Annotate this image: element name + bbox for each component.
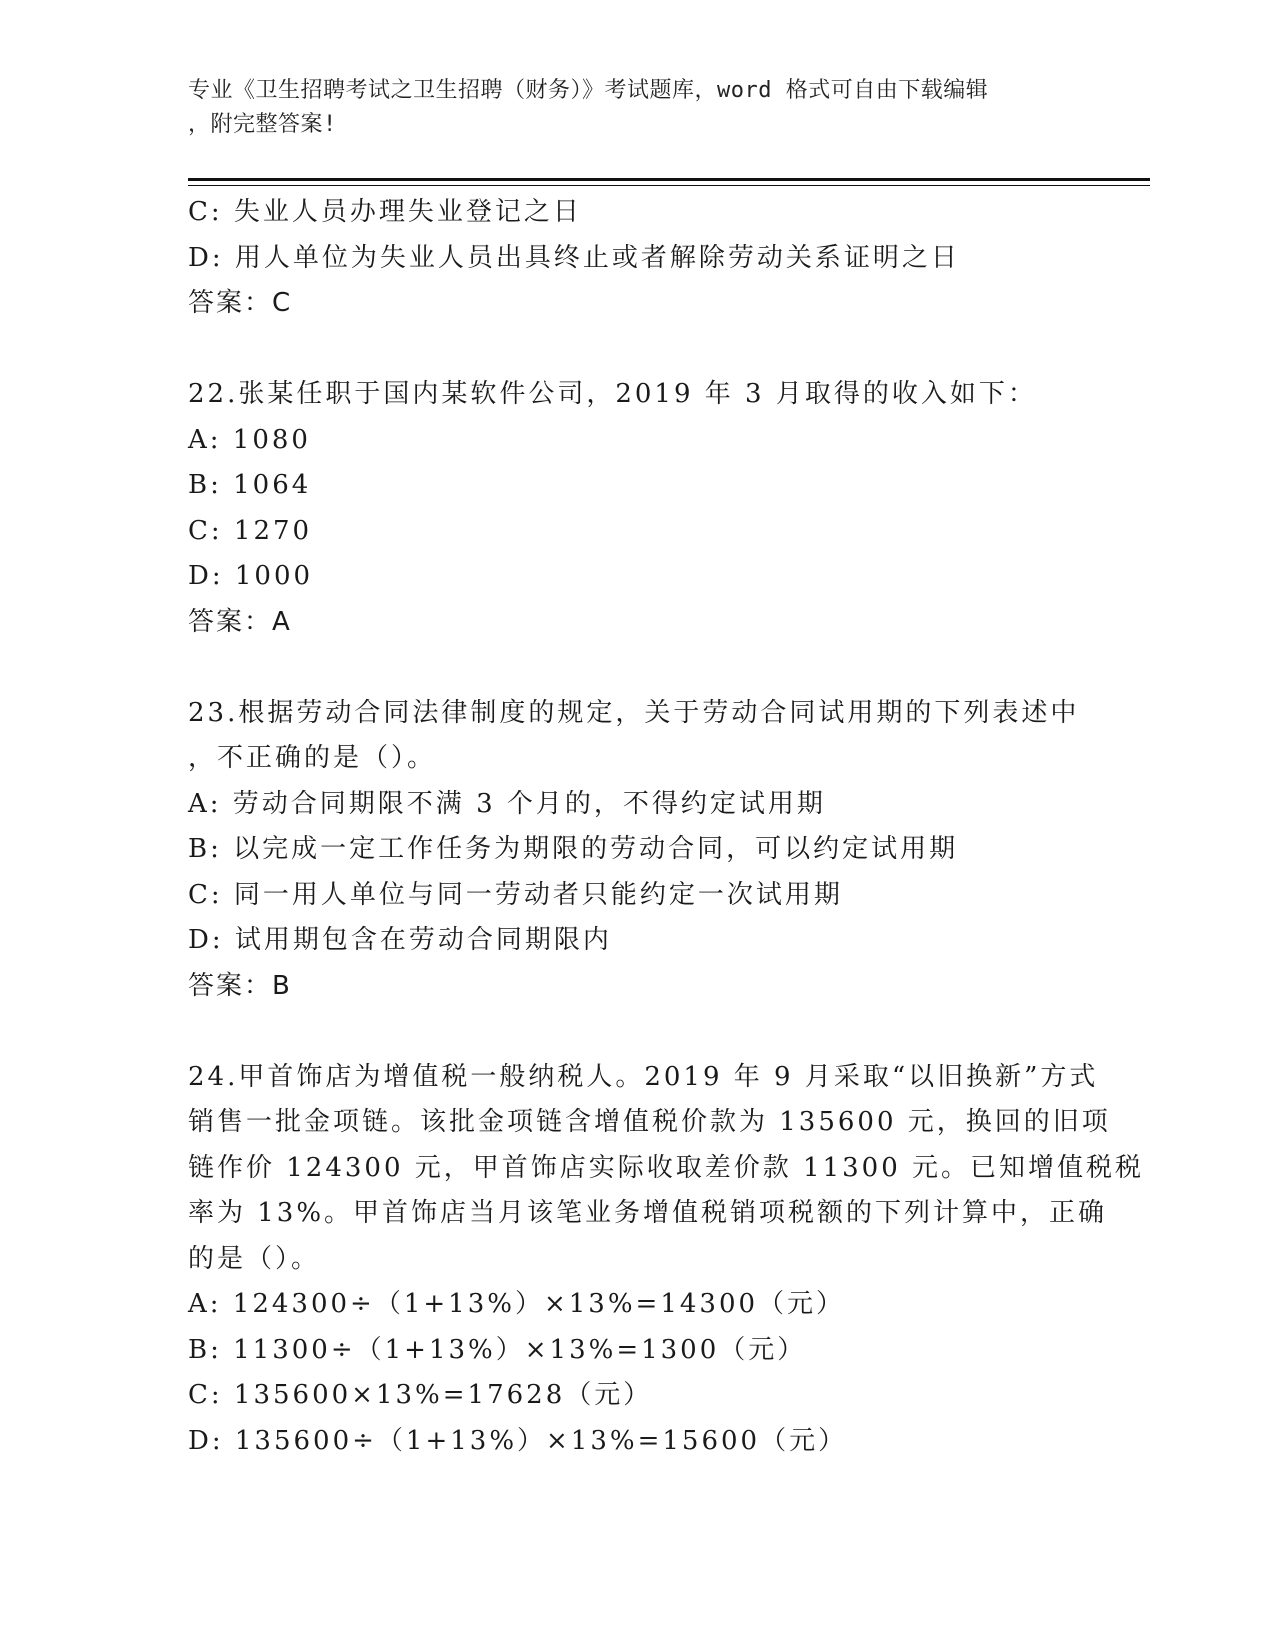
spacer (188, 1009, 1088, 1055)
question-23 (188, 691, 1088, 1010)
spacer (188, 645, 1088, 691)
question-stem-line-1: 24.甲首饰店为增值税一般纳税人。2019 年 9 月采取“以旧换新”方式 (188, 1061, 1099, 1092)
option-d: D: 1000 (188, 561, 314, 591)
question-stem-line-2: ，不正确的是（）。 (188, 743, 437, 773)
question-stem-line-4: 率为 13%。甲首饰店当月该笔业务增值税销项税额的下列计算中，正确 (188, 1198, 1108, 1228)
question-24 (188, 1055, 1145, 1465)
question-stem-line-2: 销售一批金项链。该批金项链含增值税价款为 135600 元，换回的旧项 (188, 1107, 1111, 1137)
option-b: B: 11300÷（1+13%）×13%=1300（元） (188, 1334, 807, 1365)
answer: 答案：C (188, 288, 293, 318)
option-a: A: 劳动合同期限不满 3 个月的，不得约定试用期 (188, 788, 826, 819)
question-21-tail (188, 190, 1088, 327)
document-header (188, 74, 1068, 142)
option-c: C: 同一用人单位与同一劳动者只能约定一次试用期 (188, 879, 843, 910)
option-c: C: 失业人员办理失业登记之日 (188, 197, 582, 227)
option-c: C: 135600×13%=17628（元） (188, 1380, 653, 1410)
header-line-2: ，附完整答案! (188, 112, 337, 137)
question-list (188, 190, 1145, 1464)
question-22 (188, 372, 1088, 645)
header-line-1: 专业《卫生招聘考试之卫生招聘（财务）》考试题库，word 格式可自由下载编辑 (188, 78, 989, 103)
spacer (188, 327, 1088, 373)
option-a: A: 1080 (188, 424, 311, 455)
option-d: D: 135600÷（1+13%）×13%=15600（元） (188, 1425, 848, 1456)
question-stem: 22.张某任职于国内某软件公司，2019 年 3 月取得的收入如下： (188, 379, 1037, 409)
question-stem-line-5: 的是（）。 (188, 1243, 321, 1274)
option-d: D: 用人单位为失业人员出具终止或者解除劳动关系证明之日 (188, 242, 960, 273)
option-d: D: 试用期包含在劳动合同期限内 (188, 925, 612, 955)
question-stem-line-3: 链作价 124300 元，甲首饰店实际收取差价款 11300 元。已知增值税税 (188, 1152, 1145, 1183)
option-b: B: 1064 (188, 470, 312, 500)
answer: 答案：A (188, 606, 292, 637)
answer: 答案：B (188, 970, 292, 1001)
header-rule-thin (188, 185, 1150, 186)
option-b: B: 以完成一定工作任务为期限的劳动合同，可以约定试用期 (188, 834, 959, 864)
option-c: C: 1270 (188, 515, 313, 546)
header-rule-thick (188, 178, 1150, 181)
question-stem-line-1: 23.根据劳动合同法律制度的规定，关于劳动合同试用期的下列表述中 (188, 697, 1080, 728)
option-a: A: 124300÷（1+13%）×13%=14300（元） (188, 1289, 846, 1319)
